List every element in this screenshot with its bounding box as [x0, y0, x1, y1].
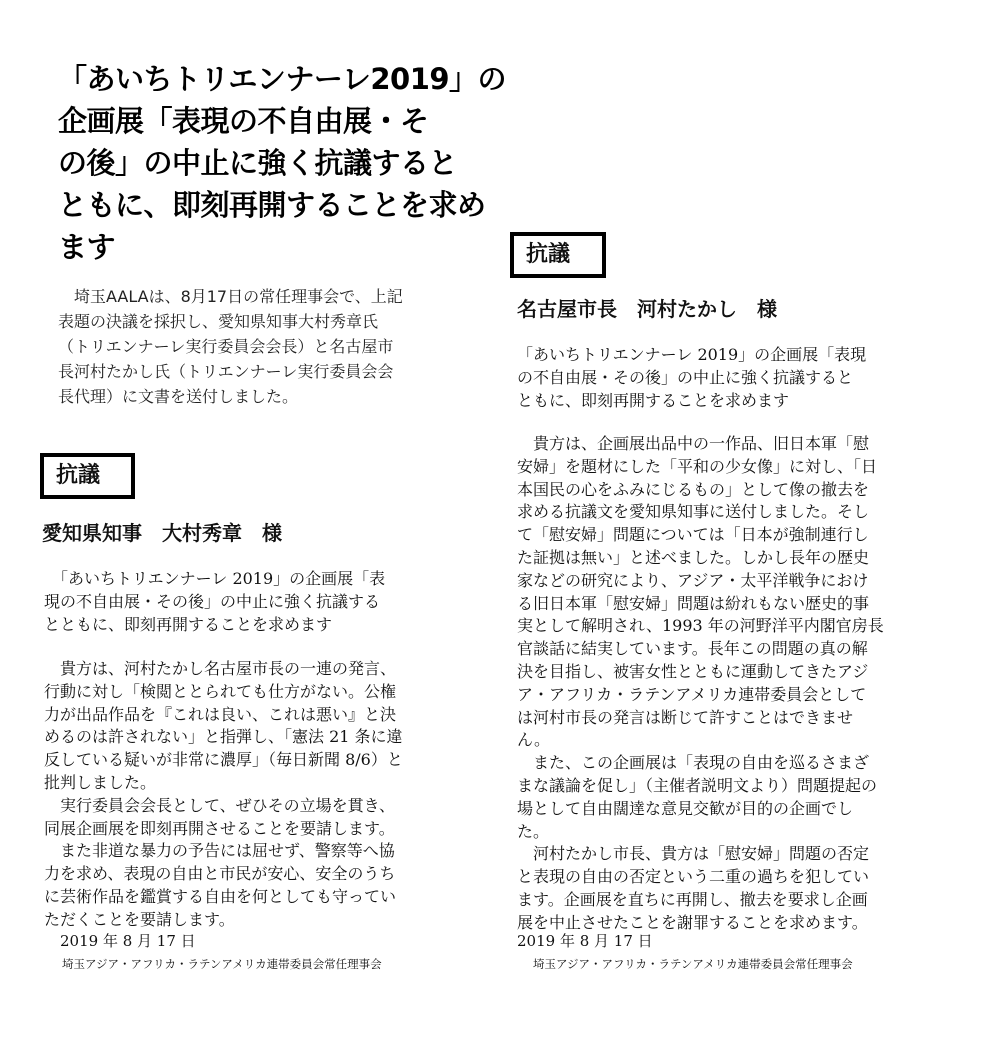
body-line: と表現の自由の否定という二重の過ちを犯してい	[517, 867, 870, 887]
intro-line: 長河村たかし氏（トリエンナーレ実行委員会会	[58, 362, 394, 381]
headline-line: 企画展「表現の不自由展・そ	[58, 104, 429, 138]
body-left	[44, 658, 444, 932]
subject-left	[44, 568, 444, 636]
body-line: 安婦」を題材にした「平和の少女像」に対し、「日	[517, 456, 878, 476]
body-line: は河村市長の発言は断じて許すことはできませ	[517, 707, 854, 727]
body-line: 同展企画展を即刻再開させることを要請します。	[44, 818, 395, 838]
body-line: 官談話に結実しています。長年この問題の真の解	[517, 639, 868, 659]
body-right	[517, 433, 917, 935]
body-line: 貴方は、企画展出品中の一作品、旧日本軍「慰	[517, 434, 870, 453]
headline	[58, 58, 507, 268]
body-line: 決を目指し、被害女性とともに運動してきたアジ	[517, 661, 869, 681]
body-line: た。	[517, 821, 550, 841]
body-line: 力を求め、表現の自由と市民が安心、安全のうち	[44, 864, 396, 884]
intro-line: 表題の決議を採択し、愛知県知事大村秀章氏	[58, 312, 379, 331]
body-line: 展を中止させたことを謝罪することを求めます。	[517, 912, 868, 932]
body-line: 行動に対し「検閲ととられても仕方がない。公権	[44, 681, 397, 701]
headline-line: の後」の中止に強く抗議すると	[58, 146, 458, 180]
body-line: 本国民の心をふみにじるもの」として像の撤去を	[517, 479, 870, 499]
body-line: て「慰安婦」問題については「日本が強制連行し	[517, 525, 869, 545]
headline-line: 「あいちトリエンナーレ2019」の	[58, 62, 507, 96]
body-line: る旧日本軍「慰安婦」問題は紛れもない歴史的事	[517, 593, 870, 613]
date-left: 2019 年 8 月 17 日	[60, 932, 196, 950]
addressee-right: 名古屋市長 河村たかし 様	[517, 297, 777, 321]
body-line: 家などの研究により、アジア・太平洋戦争におけ	[517, 570, 869, 590]
body-line: また、この企画展は「表現の自由を巡るさまざ	[517, 753, 870, 773]
protest-stamp-left: 抗議	[40, 453, 135, 499]
subject-line: ともに、即刻再開することを求めます	[517, 390, 790, 410]
body-line: また非道な暴力の予告には屈せず、警察等へ協	[44, 841, 395, 861]
headline-line: ともに、即刻再開することを求め	[58, 188, 486, 222]
body-line: ん。	[517, 730, 550, 750]
body-line: に芸術作品を鑑賞する自由を何としても守ってい	[44, 886, 397, 906]
subject-line: 「あいちトリエンナーレ 2019」の企画展「表	[44, 569, 386, 588]
intro-line: （トリエンナーレ実行委員会会長）と名古屋市	[58, 337, 394, 356]
body-line: 場として自由闊達な意見交歓が目的の企画でし	[517, 798, 854, 818]
subject-right	[517, 344, 917, 412]
body-line: まな議論を促し」（主催者説明文より）問題提起の	[517, 775, 878, 795]
body-line: た証拠は無い」と述べました。しかし長年の歴史	[517, 547, 870, 567]
subject-line: 現の不自由展・その後」の中止に強く抗議する	[44, 591, 381, 611]
intro-line: 長代理）に文書を送付しました。	[58, 387, 299, 406]
headline-line: ます	[58, 230, 116, 264]
body-line: めるのは許されない」と指弾し、「憲法 21 条に違	[44, 727, 403, 747]
body-line: 実行委員会会長として、ぜひその立場を貫き、	[44, 795, 396, 815]
subject-line: 「あいちトリエンナーレ 2019」の企画展「表現	[517, 345, 867, 364]
body-line: 実として解明され、1993 年の河野洋平内閣官房長	[517, 616, 884, 636]
body-line: 求める抗議文を愛知県知事に送付しました。そし	[517, 502, 870, 522]
body-line: 力が出品作品を『これは良い、これは悪い』と決	[44, 704, 397, 724]
addressee-left: 愛知県知事 大村秀章 様	[42, 521, 282, 545]
intro-line: 埼玉AALAは、8月17日の常任理事会で、上記	[58, 287, 403, 306]
signature-right: 埼玉アジア・アフリカ・ラテンアメリカ連帯委員会常任理事会	[533, 957, 853, 971]
date-right: 2019 年 8 月 17 日	[517, 932, 653, 950]
body-line: ア・アフリカ・ラテンアメリカ連帯委員会として	[517, 684, 867, 704]
signature-left: 埼玉アジア・アフリカ・ラテンアメリカ連帯委員会常任理事会	[62, 957, 382, 971]
body-line: 批判しました。	[44, 772, 157, 792]
body-line: 反している疑いが非常に濃厚」（毎日新聞 8/6）と	[44, 750, 403, 770]
subject-line: とともに、即刻再開することを求めます	[44, 614, 333, 634]
body-line: 貴方は、河村たかし名古屋市長の一連の発言、	[44, 659, 397, 678]
intro-paragraph	[58, 284, 448, 409]
subject-line: の不自由展・その後」の中止に強く抗議すると	[517, 367, 854, 387]
body-line: ます。企画展を直ちに再開し、撤去を要求し企画	[517, 889, 868, 909]
protest-stamp-right: 抗議	[510, 232, 606, 278]
body-line: 河村たかし市長、貴方は「慰安婦」問題の否定	[517, 844, 870, 864]
body-line: ただくことを要請します。	[44, 909, 235, 929]
